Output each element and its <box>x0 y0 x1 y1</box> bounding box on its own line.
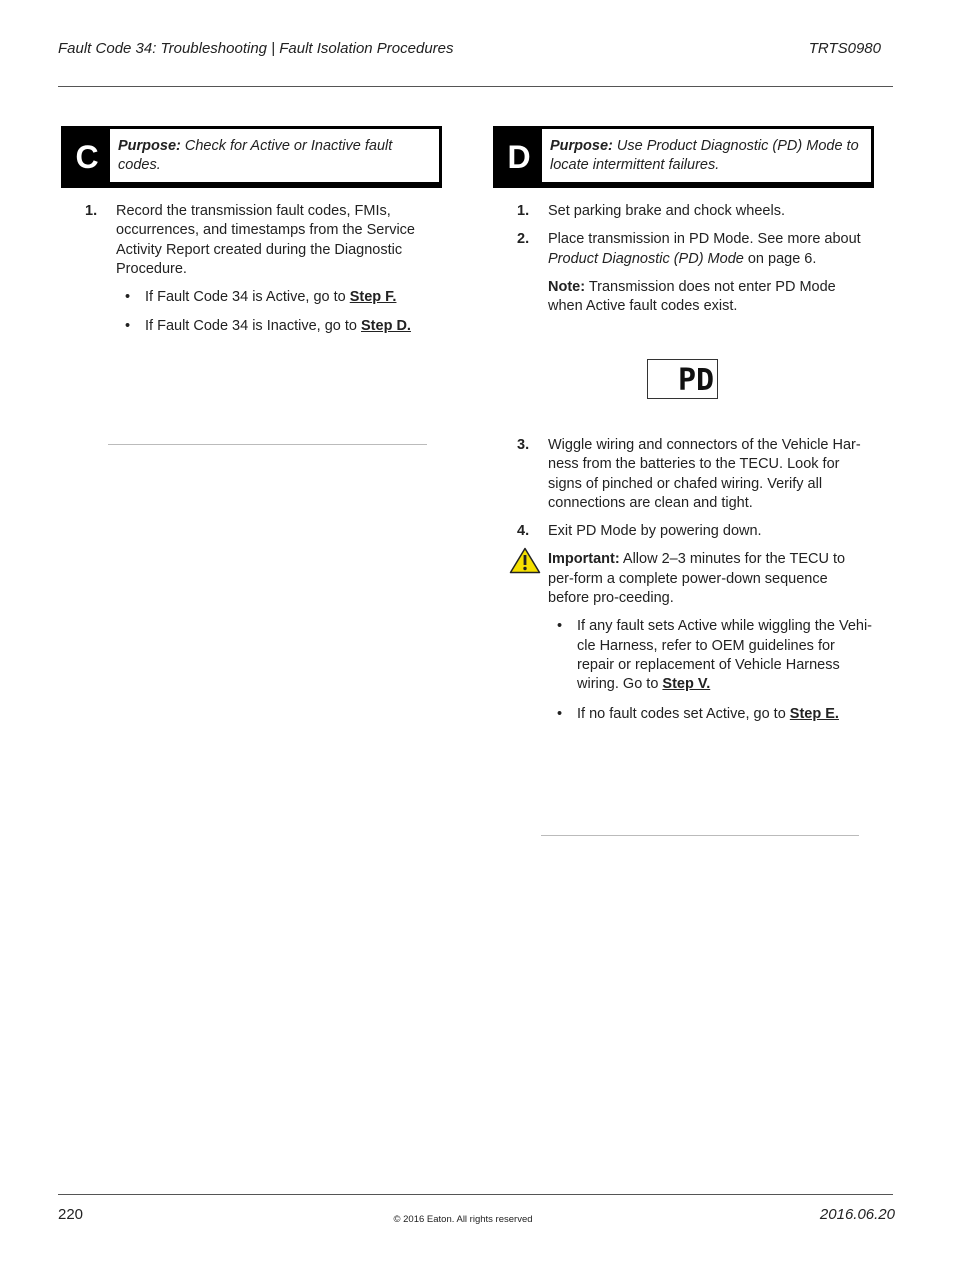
warning-triangle-icon <box>509 547 541 574</box>
step-text: Exit PD Mode by powering down. <box>548 523 762 540</box>
step-d-item-3 <box>517 436 872 513</box>
step-c-purpose <box>110 129 439 185</box>
step-d-purpose-box <box>493 126 874 188</box>
note-text: Transmission does not enter PD Mode when Active fault codes exist. <box>548 278 836 315</box>
purpose-label: Purpose: <box>118 138 181 154</box>
purpose-text: Use Product Diagnostic (PD) Mode to locate intermittent failures. <box>550 138 859 173</box>
step-d-letter: D <box>496 129 542 185</box>
bullet-icon: • <box>125 318 131 335</box>
step-v-link[interactable]: Step V. <box>662 676 711 693</box>
step-c-letter: C <box>64 129 110 185</box>
step-text-tail: on page 6. <box>743 250 817 267</box>
important-label: Important: <box>548 551 620 568</box>
step-d-item-2 <box>517 230 872 269</box>
bullet-icon: • <box>125 289 131 306</box>
step-text: Set parking brake and chock wheels. <box>548 203 785 219</box>
important-note <box>517 550 872 608</box>
step-text: Wiggle wiring and connectors of the Vehicle Har-ness from the batteries to the TECU. Look for signs of pinched or chafed wiring. Verify all connections are clean and tight. <box>548 437 861 511</box>
important-text: Allow 2–3 minutes for the TECU to per-form a complete power-down sequence before pro-ceeding. <box>548 551 846 607</box>
step-number: 1. <box>517 203 530 219</box>
bullet-text: If Fault Code 34 is Inactive, go to <box>145 318 362 335</box>
section-divider <box>541 835 859 836</box>
step-c-purpose-box <box>61 126 442 188</box>
pd-display-text: PD <box>677 363 715 398</box>
bullet-text: If no fault codes set Active, go to <box>577 705 790 722</box>
footer-divider <box>58 1194 893 1195</box>
note <box>517 278 872 317</box>
list-item <box>114 317 430 336</box>
step-number: 3. <box>517 437 530 453</box>
bullet-icon: • <box>557 618 563 635</box>
step-text: Place transmission in PD Mode. See more about <box>548 231 861 248</box>
pd-mode-display <box>647 359 718 399</box>
document-id: TRTS0980 <box>808 40 881 57</box>
bullet-text: If Fault Code 34 is Active, go to <box>145 289 350 306</box>
list-item <box>546 617 872 694</box>
pd-mode-reference: Product Diagnostic (PD) Mode <box>548 250 744 267</box>
list-item <box>114 288 430 307</box>
step-f-link[interactable]: Step F. <box>349 289 397 306</box>
purpose-text: Check for Active or Inactive fault codes. <box>118 138 393 173</box>
step-c-item-1 <box>85 202 430 279</box>
step-c-body <box>85 202 430 347</box>
step-d-item-1 <box>517 202 872 221</box>
publication-date: 2016.06.20 <box>819 1206 895 1223</box>
step-number: 4. <box>517 523 530 540</box>
copyright: © 2016 Eaton. All rights reserved <box>393 1214 533 1225</box>
bullet-text: If any fault sets Active while wiggling the Vehi-cle Harness, refer to OEM guidelines for repair or replacement of Vehicle Harness wiring. Go to <box>577 618 872 693</box>
step-d-link[interactable]: Step D. <box>361 318 411 335</box>
purpose-label: Purpose: <box>550 138 613 154</box>
list-item <box>546 705 872 724</box>
note-label: Note: <box>548 278 586 295</box>
header-divider <box>58 86 893 87</box>
header-title: Fault Code 34: Troubleshooting | Fault Isolation Procedures <box>58 40 454 57</box>
step-d-body-bottom <box>517 436 872 734</box>
step-number: 2. <box>517 231 530 248</box>
page-number: 220 <box>58 1206 84 1223</box>
step-d-purpose <box>542 129 871 185</box>
step-d-item-4 <box>517 522 872 541</box>
bullet-icon: • <box>557 705 563 722</box>
pd-display-glyphs <box>648 360 717 398</box>
step-d-body-top <box>517 202 872 325</box>
step-e-link[interactable]: Step E. <box>789 705 839 722</box>
step-number: 1. <box>85 203 98 219</box>
step-text: Record the transmission fault codes, FMIs, occurrences, and timestamps from the Service Activity Report created during the Diagnostic Procedure. <box>116 203 415 277</box>
section-divider <box>108 444 427 445</box>
